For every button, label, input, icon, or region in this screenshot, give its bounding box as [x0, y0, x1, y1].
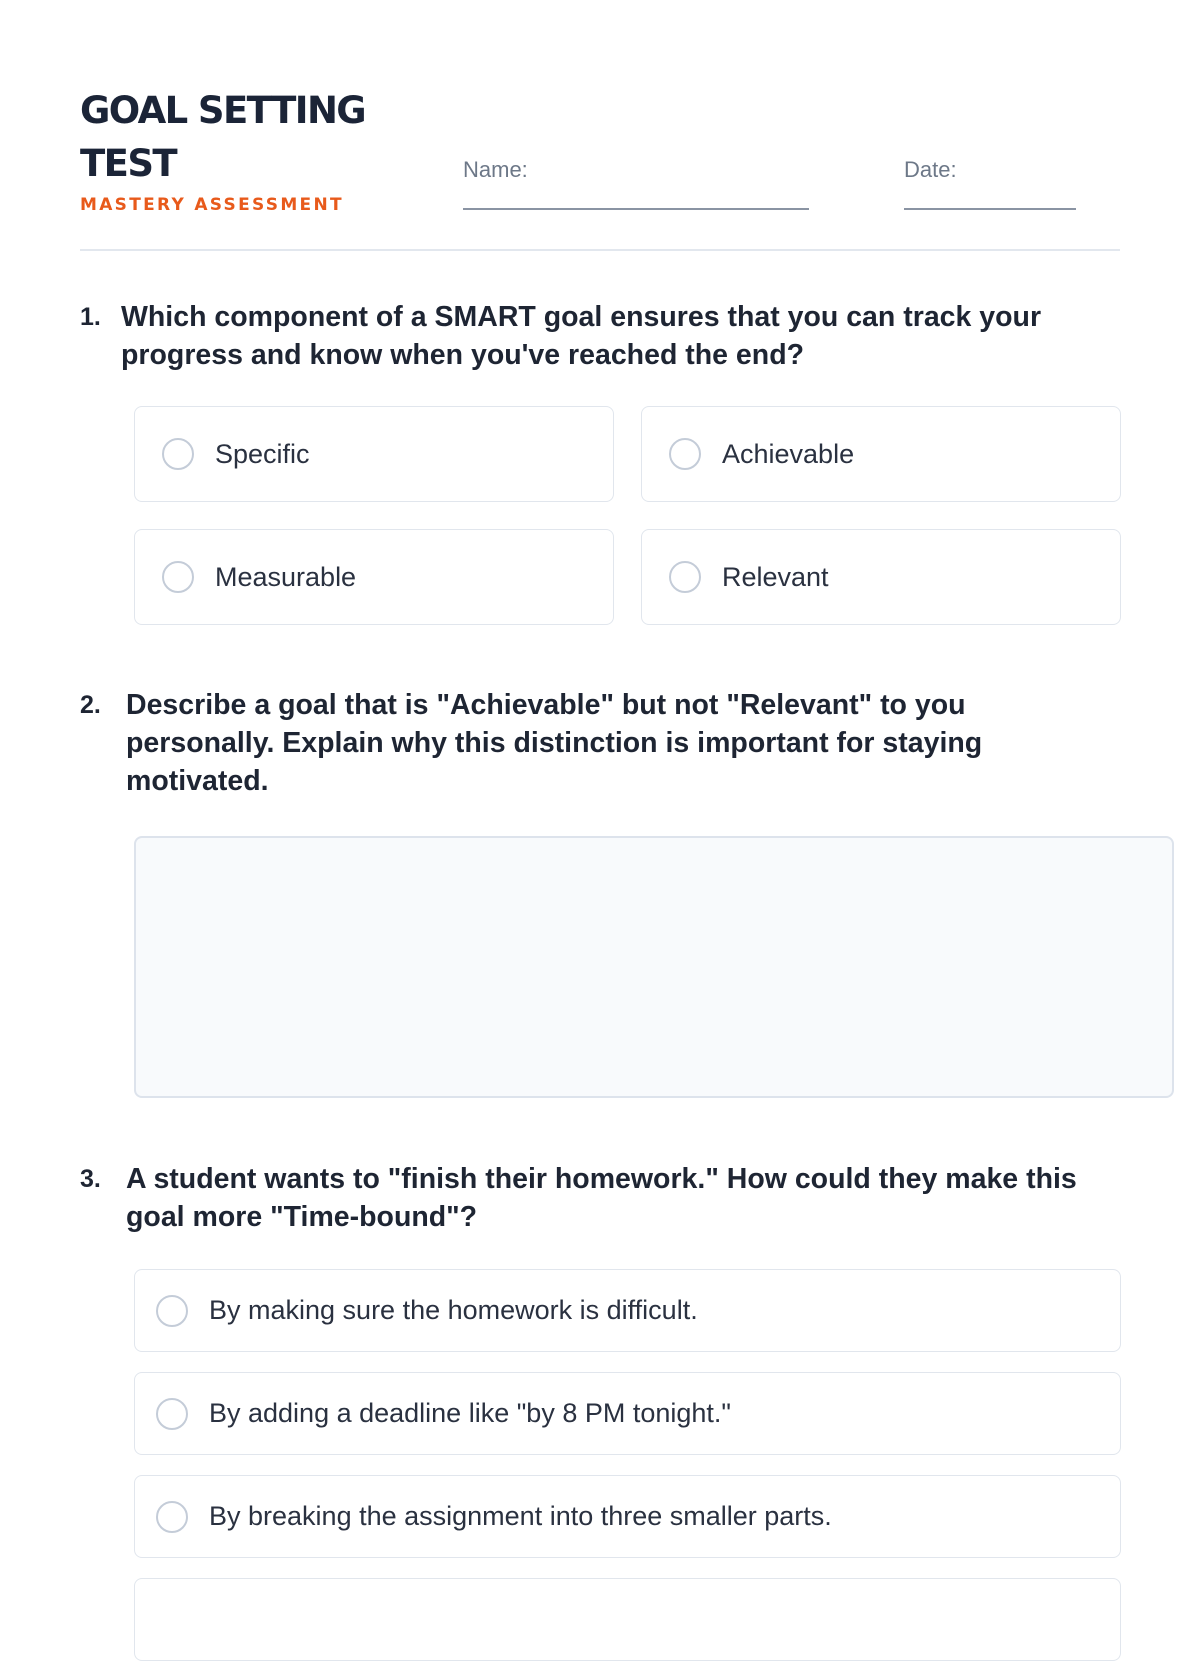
radio-button[interactable] [156, 1501, 188, 1533]
test-title: GOAL SETTING TEST [80, 89, 366, 185]
date-field-line[interactable] [904, 208, 1076, 210]
option-measurable[interactable] [134, 529, 614, 625]
test-header [80, 80, 1120, 251]
radio-button[interactable] [156, 1295, 188, 1327]
option-label: By adding a deadline like "by 8 PM tonight." [209, 1398, 731, 1428]
option-specific[interactable] [134, 406, 614, 502]
question-number: 2. [80, 691, 101, 719]
date-label: Date: [904, 157, 957, 182]
option-partially-visible[interactable] [134, 1578, 1121, 1661]
option-break-into-parts[interactable] [134, 1475, 1121, 1558]
radio-button[interactable] [669, 561, 701, 593]
option-label: Relevant [722, 562, 829, 592]
test-subtitle: MASTERY ASSESSMENT [80, 195, 344, 215]
option-label: Specific [215, 439, 310, 469]
radio-button[interactable] [162, 438, 194, 470]
test-page [80, 0, 1120, 1600]
radio-button[interactable] [156, 1398, 188, 1430]
option-label: By making sure the homework is difficult. [209, 1295, 698, 1325]
name-field-line[interactable] [463, 208, 809, 210]
question-text: Which component of a SMART goal ensures that you can track your progress and know when you've reached the end? [121, 301, 1042, 371]
answer-textarea[interactable] [134, 836, 1174, 1098]
option-label: Measurable [215, 562, 357, 592]
question-text: A student wants to "finish their homework." How could they make this goal more "Time-bound"? [126, 1163, 1077, 1233]
question-number: 1. [80, 303, 101, 331]
question-number: 3. [80, 1165, 101, 1193]
option-label: Achievable [722, 439, 855, 469]
option-relevant[interactable] [641, 529, 1121, 625]
question-text: Describe a goal that is "Achievable" but not "Relevant" to you personally. Explain why this distinction is important for staying motivated. [126, 689, 983, 797]
radio-button[interactable] [162, 561, 194, 593]
option-label: By breaking the assignment into three smaller parts. [209, 1501, 832, 1531]
option-add-deadline[interactable] [134, 1372, 1121, 1455]
option-achievable[interactable] [641, 406, 1121, 502]
option-difficult-homework[interactable] [134, 1269, 1121, 1352]
name-label: Name: [463, 157, 528, 182]
radio-button[interactable] [669, 438, 701, 470]
